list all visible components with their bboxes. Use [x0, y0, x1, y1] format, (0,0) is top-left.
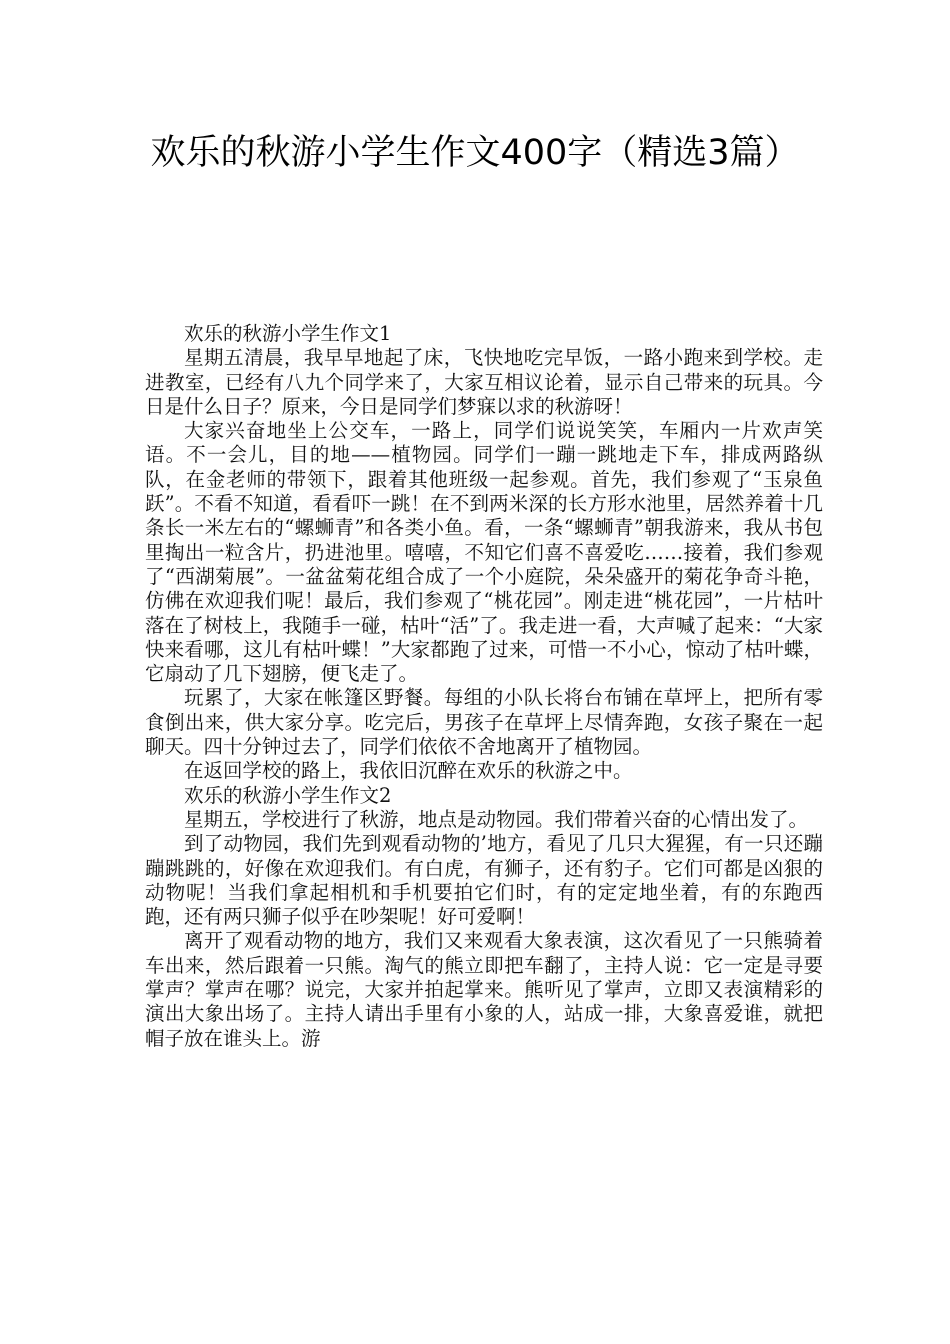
document-title: 欢乐的秋游小学生作文400字（精选3篇）: [150, 133, 800, 173]
paragraph: 星期五，学校进行了秋游，地点是动物园。我们带着兴奋的心情出发了。: [184, 807, 809, 831]
paragraph: 离开了观看动物的地方，我们又来观看大象表演，这次看见了一只熊骑着车出来，然后跟着一只熊。淘气的熊立即把车翻了，主持人说：它一定是寻要掌声？掌声在哪？说完，大家并拍起掌来。熊听见了掌声，立即又表演精彩的演出大象出场了。主持人请出手里有小象的人，站成一排，大象喜爱谁，就把帽子放在谁头上。游: [145, 929, 823, 1050]
paragraph: 到了动物园，我们先到观看动物的’地方，看见了几只大猩猩，有一只还蹦蹦跳跳的，好像在欢迎我们。有白虎，有狮子，还有豹子。它们可都是凶狠的动物呢！当我们拿起相机和手机要拍它们时，有的定定地坐着，有的东跑西跑，还有两只狮子似乎在吵架呢！好可爱啊！: [145, 832, 823, 929]
section-heading: 欢乐的秋游小学生作文1: [184, 322, 392, 345]
paragraph: 大家兴奋地坐上公交车，一路上，同学们说说笑笑，车厢内一片欢声笑语。不一会儿，目的地——植物园。同学们一蹦一跳地走下车，排成两路纵队，在金老师的带领下，跟着其他班级一起参观。首先，我们参观了“玉泉鱼跃”。不看不知道，看看吓一跳！在不到两米深的长方形水池里，居然养着十几条长一米左右的“螺蛳青”和各类小鱼。看，一条“螺蛳青”朝我游来，我从书包里掏出一粒含片，扔进池里。嘻嘻，不知它们喜不喜爱吃……接着，我们参观了“西湖菊展”。一盆盆菊花组合成了一个小庭院，朵朵盛开的菊花争奇斗艳，仿佛在欢迎我们呢！最后，我们参观了“桃花园”。刚走进“桃花园”，一片枯叶落在了树枝上，我随手一碰，枯叶“活”了。我走进一看，大声喊了起来：“大家快来看哪，这儿有枯叶蝶！”大家都跑了过来，可惜一不小心，惊动了枯叶蝶，它扇动了几下翅膀，便飞走了。: [145, 419, 823, 686]
document-body: [145, 322, 823, 1051]
paragraph: 在返回学校的路上，我依旧沉醉在欢乐的秋游之中。: [184, 759, 633, 783]
paragraph: 玩累了，大家在帐篷区野餐。每组的小队长将台布铺在草坪上，把所有零食倒出来，供大家分享。吃完后，男孩子在草坪上尽情奔跑，女孩子聚在一起聊天。四十分钟过去了，同学们依依不舍地离开了植物园。: [145, 686, 823, 759]
paragraph: 星期五清晨，我早早地起了床，飞快地吃完早饭，一路小跑来到学校。走进教室，已经有八九个同学来了，大家互相议论着，显示自己带来的玩具。今日是什么日子？原来，今日是同学们梦寐以求的秋游呀！: [145, 346, 823, 418]
section-heading: 欢乐的秋游小学生作文2: [184, 783, 392, 807]
